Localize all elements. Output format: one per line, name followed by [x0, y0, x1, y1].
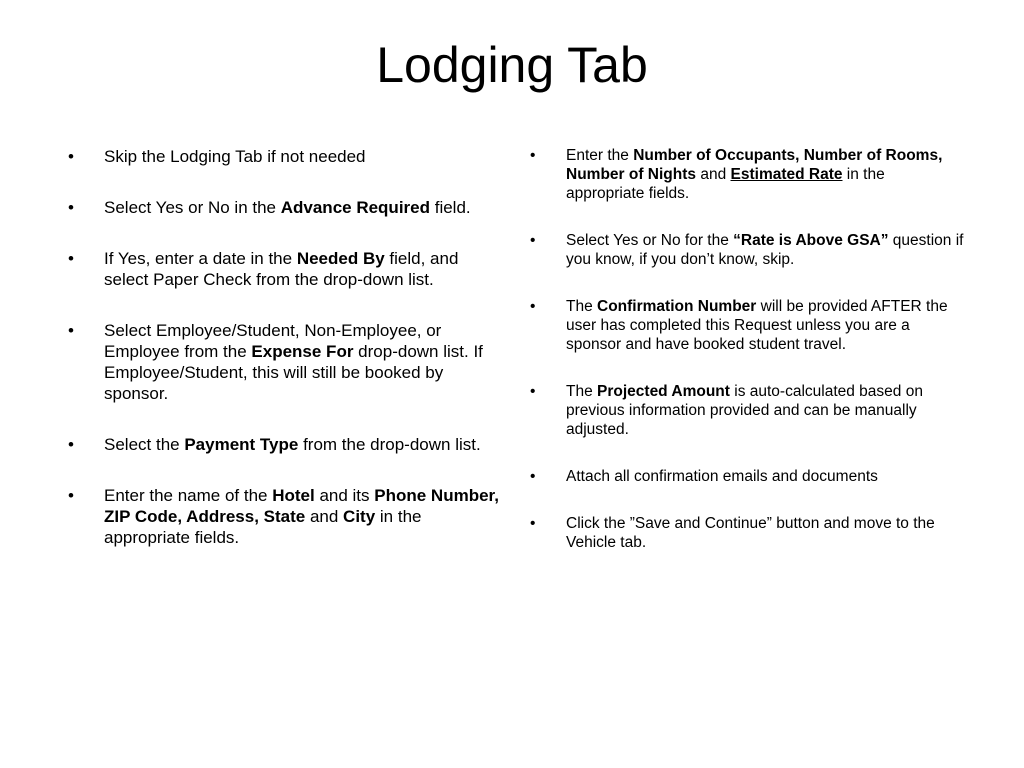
bullet-icon: • — [68, 249, 74, 268]
emphasis-text: “Rate is Above GSA” — [733, 232, 889, 249]
emphasis-text: Advance Required — [280, 198, 430, 217]
item-text: Skip the Lodging Tab if not needed — [104, 147, 366, 166]
list-item — [64, 248, 504, 290]
bullet-icon: • — [530, 468, 536, 485]
item-text: will be provided AFTER the user has completed this Request unless you are a sponsor and have booked student travel. — [566, 298, 948, 353]
list-item — [64, 146, 504, 167]
item-text: and — [305, 507, 344, 526]
item-text: in the appropriate fields. — [566, 166, 885, 202]
bullet-icon: • — [530, 298, 536, 315]
emphasis-text: Hotel — [272, 486, 315, 505]
item-text: field, and select Paper Check from the drop-down list. — [104, 249, 459, 289]
emphasis-text: Number of Occupants, Number of Rooms, Number of Nights — [566, 147, 943, 183]
list-item — [64, 197, 504, 218]
emphasis-text: Estimated Rate — [730, 166, 843, 183]
bullet-icon: • — [68, 147, 74, 166]
bullet-icon: • — [68, 486, 74, 505]
item-text: Select Yes or No for the — [566, 232, 734, 249]
item-text: Enter the — [566, 147, 634, 164]
list-item — [526, 297, 966, 354]
item-text: and its — [314, 486, 375, 505]
bullet-icon: • — [68, 435, 74, 454]
item-text: field. — [430, 198, 471, 217]
right-bullet-list — [526, 146, 966, 580]
item-text: from the drop-down list. — [298, 435, 481, 454]
item-text: drop-down list. If Employee/Student, this will still be booked by sponsor. — [104, 342, 483, 403]
item-text: Select the — [104, 435, 185, 454]
item-text: Click the ”Save and Continue” button and move to the Vehicle tab. — [566, 515, 935, 551]
emphasis-text: Phone Number, ZIP Code, Address, State — [104, 486, 499, 526]
item-text: Attach all confirmation emails and documents — [566, 468, 878, 485]
emphasis-text: City — [343, 507, 376, 526]
list-item — [64, 434, 504, 455]
list-item — [526, 467, 966, 486]
list-item — [526, 382, 966, 439]
bullet-icon: • — [68, 321, 74, 340]
left-bullet-list — [64, 146, 504, 578]
bullet-icon: • — [530, 515, 536, 532]
list-item — [64, 320, 504, 404]
slide-title: Lodging Tab — [376, 37, 648, 93]
list-item — [526, 231, 966, 269]
item-text: Enter the name of the — [104, 486, 273, 505]
item-text: in the appropriate fields. — [104, 507, 422, 547]
emphasis-text: Expense For — [251, 342, 354, 361]
item-text: Select Yes or No in the — [104, 198, 281, 217]
list-item — [526, 514, 966, 552]
item-text: and — [696, 166, 731, 183]
list-item — [64, 485, 504, 548]
item-text: Select Employee/Student, Non-Employee, or Employee from the — [104, 321, 442, 361]
emphasis-text: Payment Type — [184, 435, 299, 454]
list-item — [526, 146, 966, 203]
item-text: The — [566, 383, 598, 400]
item-text: question if you know, if you don’t know, skip. — [566, 232, 964, 268]
bullet-icon: • — [530, 383, 536, 400]
bullet-icon: • — [530, 232, 536, 249]
item-text: is auto-calculated based on previous information provided and can be manually adjusted. — [566, 383, 923, 438]
item-text: If Yes, enter a date in the — [104, 249, 297, 268]
item-text: The — [566, 298, 598, 315]
bullet-icon: • — [530, 147, 536, 164]
bullet-icon: • — [68, 198, 74, 217]
emphasis-text: Needed By — [296, 249, 385, 268]
emphasis-text: Projected Amount — [597, 383, 730, 400]
emphasis-text: Confirmation Number — [597, 298, 757, 315]
